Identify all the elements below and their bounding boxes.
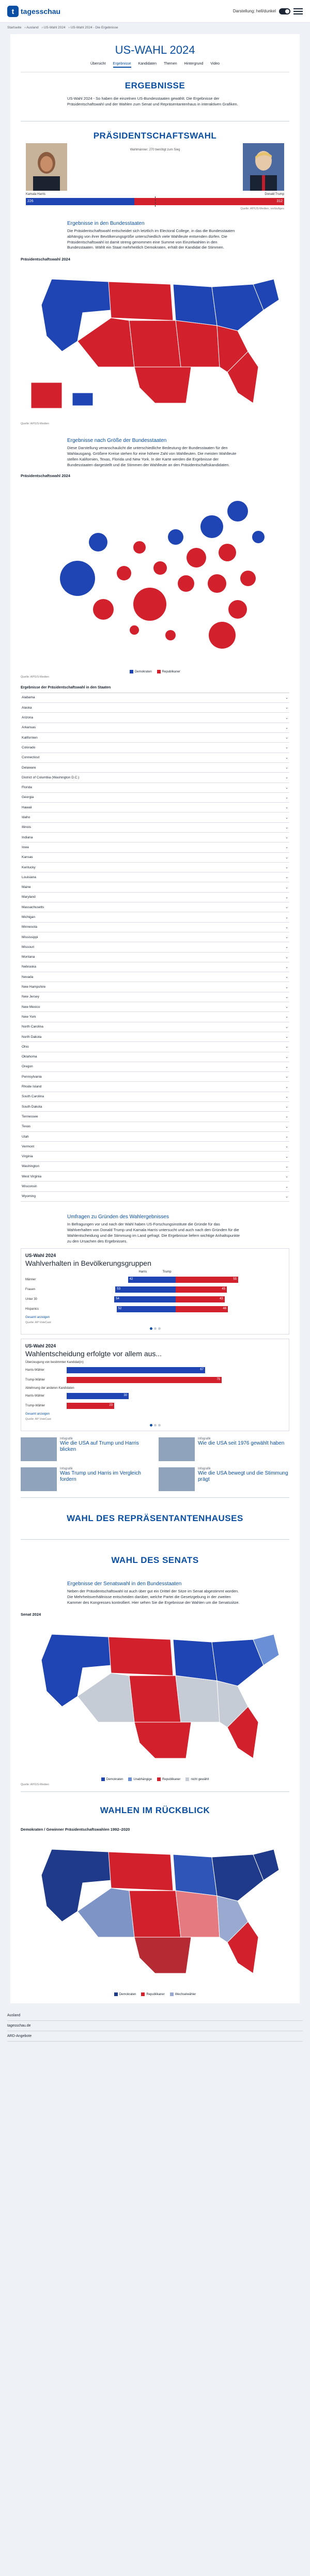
chevron-down-icon: ⌄ (285, 795, 288, 800)
state-row[interactable] (21, 942, 289, 952)
teaser[interactable] (21, 1467, 151, 1491)
chevron-down-icon: ⌄ (285, 1164, 288, 1169)
state-name: Illinois (22, 825, 32, 830)
chevron-down-icon: ⌄ (285, 816, 288, 820)
chevron-down-icon: ⌄ (285, 1105, 288, 1109)
chevron-down-icon: ⌄ (285, 915, 288, 919)
state-row[interactable] (21, 893, 289, 902)
stat-row (25, 1276, 285, 1283)
state-row[interactable] (21, 1132, 289, 1142)
teaser-image (159, 1467, 195, 1491)
legend-item: Republikaner (157, 1777, 180, 1781)
state-name: West Virginia (22, 1174, 42, 1178)
teaser-kicker: Infografik (198, 1437, 211, 1441)
state-row[interactable] (21, 773, 289, 783)
breadcrumb: Startseite › Ausland › US-Wahl 2024 › US-Wahl 2024 - Die Ergebnisse (7, 26, 118, 29)
senate-map[interactable] (21, 1619, 289, 1774)
rueckblick-map-label: Demokraten / Gewinner Präsidentschaftswahlen 1992–2020 (21, 1827, 130, 1832)
state-row[interactable] (21, 833, 289, 842)
state-name: Georgia (22, 795, 34, 800)
trump-bar: 23 (67, 1403, 114, 1409)
chevron-down-icon: ⌄ (285, 716, 288, 720)
teaser-image (159, 1437, 195, 1461)
us-presidential-map[interactable] (21, 264, 289, 419)
state-name: Missouri (22, 945, 35, 949)
state-name: Iowa (22, 845, 29, 849)
state-row[interactable] (21, 1092, 289, 1102)
state-name: Mississippi (22, 935, 38, 939)
logo-text: tagesschau (21, 7, 61, 16)
harris-photo (26, 143, 67, 191)
state-name: South Dakota (22, 1105, 42, 1109)
teaser-kicker: Infografik (60, 1437, 73, 1441)
state-name: Delaware (22, 765, 36, 770)
state-name: Idaho (22, 816, 30, 820)
groesse-text: Diese Darstellung veranschaulicht die unterschiedliche Bedeutung der Bundesstaaten für den Wahlausgang. Größere Kreise stehen für eine höhere Zahl von Wahlleuten. Die meisten Wahlleute stellen Kalifornien, Texas, Florida und New York. In der Karte werden die Ergebnisse der Bundesstaaten dargestellt und die Stimmen der Wahlleute an den Präsidentschaftskandidaten. (67, 446, 237, 467)
bundesstaaten-heading: Ergebnisse in den Bundesstaaten (67, 220, 145, 226)
state-row[interactable] (21, 1042, 289, 1052)
harris-bar: 42 (128, 1277, 176, 1283)
menu-icon[interactable] (293, 8, 303, 14)
praesident-title: PRÄSIDENTSCHAFTSWAHL (93, 130, 217, 141)
chevron-down-icon: ⌄ (285, 1045, 288, 1049)
map1-label: Präsidentschaftswahl 2024 (21, 257, 70, 262)
state-name: Arkansas (22, 726, 36, 730)
chevron-down-icon: ⌄ (285, 1075, 288, 1079)
presidential-result-box (21, 127, 289, 216)
rueckblick-title: WAHLEN IM RÜCKBLICK (100, 1805, 210, 1816)
state-row[interactable] (21, 1122, 289, 1132)
row-label: Männer (25, 1278, 36, 1281)
row-label: Trump-Wähler (25, 1404, 45, 1407)
chevron-down-icon: ⌄ (285, 995, 288, 999)
card1-source: Quelle: AP VoteCast (25, 1321, 51, 1325)
chevron-down-icon: ⌄ (285, 1194, 288, 1199)
state-name: Oklahoma (22, 1055, 37, 1059)
praesident-subtitle: Wahlmänner: 270 benötigt zum Sieg (130, 148, 180, 151)
praesident-source: Quelle: AP/US-Medien, vorläufiges (240, 207, 284, 210)
chevron-down-icon: ⌄ (285, 1145, 288, 1149)
card1-kicker: US-Wahl 2024 (25, 1253, 56, 1259)
chevron-down-icon: ⌄ (285, 1085, 288, 1089)
tab-video[interactable]: Video (210, 62, 220, 66)
carousel-dots[interactable] (25, 1424, 285, 1427)
chevron-down-icon: ⌄ (285, 736, 288, 740)
chevron-down-icon: ⌄ (285, 726, 288, 730)
state-row[interactable] (21, 923, 289, 932)
chevron-down-icon: ⌄ (285, 1115, 288, 1119)
chevron-down-icon: ⌄ (285, 1055, 288, 1059)
trump-photo (243, 143, 284, 191)
row-label: Trump-Wähler (25, 1378, 45, 1382)
state-row[interactable] (21, 1192, 289, 1202)
state-row[interactable] (21, 932, 289, 942)
state-row[interactable] (21, 713, 289, 723)
trump-name: Donald Trump (265, 192, 284, 196)
chevron-down-icon: ⌄ (285, 895, 288, 899)
state-name: Washington (22, 1164, 40, 1169)
chevron-down-icon: ⌄ (285, 906, 288, 910)
state-row[interactable] (21, 1032, 289, 1042)
state-name: Alabama (22, 696, 35, 700)
teaser[interactable] (159, 1437, 289, 1461)
state-name: Massachusetts (22, 905, 44, 909)
state-name: Wyoming (22, 1194, 36, 1199)
row-label: Frauen (25, 1287, 36, 1291)
theme-toggle[interactable] (279, 8, 290, 14)
state-row[interactable] (21, 793, 289, 803)
state-row[interactable] (21, 1062, 289, 1072)
senat-text: Neben der Präsidentschaftswahl ist auch über gut ein Drittel der Sitze im Senat abgestimmt worden. Die Mehrheitsverhältnisse entscheiden darüber, welche Partei die Gesetzgebung in der zweiten Kammer des Kongresses kontrolliert. Hier sehen Sie die Ergebnisse der Wahlen um die Senatssitze. (67, 1589, 240, 1605)
card1-col-left: Harris (138, 1270, 147, 1274)
state-name: Maryland (22, 895, 36, 899)
teaser-headline: Wie die USA seit 1976 gewählt haben (198, 1440, 285, 1447)
state-row[interactable] (21, 812, 289, 822)
chevron-down-icon: ⌄ (285, 1035, 288, 1039)
chevron-down-icon: ⌄ (285, 1155, 288, 1159)
footer-link[interactable]: tagesschau.de (7, 2024, 303, 2031)
card1-title: Wahlverhalten in Bevölkerungsgruppen (25, 1259, 151, 1268)
state-row[interactable] (21, 753, 289, 763)
chevron-down-icon: ⌄ (285, 1095, 288, 1099)
chevron-down-icon: ⌄ (285, 1015, 288, 1019)
carousel-dots[interactable] (25, 1327, 285, 1330)
harris-votes: 226 (26, 198, 134, 205)
chevron-down-icon: ⌄ (285, 746, 288, 750)
state-name: North Carolina (22, 1025, 43, 1029)
stat-row (25, 1376, 285, 1384)
state-row[interactable] (21, 872, 289, 882)
state-name: Montana (22, 955, 35, 959)
state-name: New Mexico (22, 1005, 40, 1009)
state-name: Hawaii (22, 805, 32, 809)
state-row[interactable] (21, 982, 289, 992)
state-row[interactable] (21, 1052, 289, 1062)
card-wahlentscheidung (21, 1339, 289, 1431)
card1-col-right: Trump (162, 1270, 172, 1274)
footer (0, 2003, 310, 2045)
theme-label: Darstellung: hell/dunkel (233, 9, 276, 13)
legend-item: Unabhängige (128, 1777, 152, 1781)
state-name: Indiana (22, 835, 33, 839)
harris-bar: 54 (114, 1296, 176, 1302)
state-row[interactable] (21, 992, 289, 1002)
chevron-down-icon: ⌄ (285, 766, 288, 770)
breadcrumb-item[interactable]: Startseite (7, 26, 22, 29)
card2-source: Quelle: AP VoteCast (25, 1418, 51, 1421)
legend-item: Demokraten (101, 1777, 123, 1781)
senat-title: WAHL DES SENATS (111, 1555, 199, 1566)
breadcrumb-item[interactable]: Ausland (26, 26, 39, 29)
chevron-down-icon: ⌄ (285, 955, 288, 959)
state-name: Utah (22, 1134, 29, 1139)
state-row[interactable] (21, 842, 289, 852)
chevron-down-icon: ⌄ (285, 965, 288, 969)
state-name: Maine (22, 885, 31, 890)
teaser-headline: Was Trump und Harris im Vergleich fordern (60, 1470, 141, 1483)
stat-row (25, 1285, 285, 1293)
state-row[interactable] (21, 703, 289, 713)
state-name: Wisconsin (22, 1185, 37, 1189)
state-name: Vermont (22, 1144, 35, 1148)
page-title: US-WAHL 2024 (115, 43, 195, 56)
state-name: Kalifornien (22, 735, 38, 740)
ergebnisse-title: ERGEBNISSE (125, 81, 185, 90)
card-wahlverhalten (21, 1248, 289, 1335)
trump-bar: 43 (176, 1296, 225, 1302)
chevron-down-icon: ⌄ (285, 836, 288, 840)
main-content (10, 34, 300, 2003)
chevron-down-icon: ⌄ (285, 786, 288, 790)
state-name: New York (22, 1015, 36, 1019)
state-list-title: Ergebnisse der Präsidentschaftswahl in den Staaten (21, 683, 289, 693)
state-row[interactable] (21, 853, 289, 863)
state-name: Michigan (22, 915, 36, 919)
stat-row (25, 1305, 285, 1313)
umfragen-heading: Umfragen zu Gründen des Wahlergebnisses (67, 1214, 169, 1220)
footer-link[interactable]: Ausland (7, 2014, 303, 2021)
state-row[interactable] (21, 1112, 289, 1122)
state-name: New Jersey (22, 995, 39, 999)
state-name: Texas (22, 1125, 30, 1129)
tab-uebersicht[interactable]: Übersicht (90, 62, 106, 66)
senat-heading: Ergebnisse der Senatswahl in den Bundesstaaten (67, 1581, 182, 1587)
legend-item: Republikaner (141, 1992, 164, 1996)
row-label: Unter 30 (25, 1297, 38, 1301)
state-row[interactable] (21, 743, 289, 753)
state-name: Oregon (22, 1065, 33, 1069)
state-row[interactable] (21, 902, 289, 912)
teaser-headline: Wie die USA auf Trump und Harris blicken (60, 1440, 139, 1453)
card2-kicker: US-Wahl 2024 (25, 1343, 56, 1349)
stat-row (25, 1366, 285, 1374)
state-row[interactable] (21, 783, 289, 793)
umfragen-text: In Befragungen vor und nach der Wahl haben US-Forschungsinstitute die Gründe für das Wahlverhalten von Donald Trump und Kamala Harris untersucht und auch nach den Gründen für die Wahlentscheidung und die Stimmung im Land gefragt. Die Ergebnisse liefern wichtige Anhaltspunkte zu den Ursachen des Ergebnisses. (67, 1221, 240, 1244)
card2-footer[interactable]: Gesamt anzeigen (25, 1413, 50, 1416)
state-name: Louisiana (22, 875, 36, 879)
state-row[interactable] (21, 1182, 289, 1191)
breadcrumb-item[interactable]: US-Wahl 2024 (43, 26, 66, 29)
chevron-down-icon: ⌄ (285, 1185, 288, 1189)
state-row[interactable] (21, 1002, 289, 1012)
trump-bar: 45 (176, 1286, 227, 1293)
state-name: Virginia (22, 1155, 33, 1159)
state-row[interactable] (21, 693, 289, 703)
legend-dem: Demokraten (130, 670, 152, 673)
state-name: Tennessee (22, 1114, 38, 1118)
state-row[interactable] (21, 1142, 289, 1152)
senat-source: Quelle: AP/US-Medien (21, 1783, 50, 1787)
chevron-down-icon: ⌄ (285, 1125, 288, 1129)
teaser-kicker: Infografik (60, 1467, 73, 1471)
state-row[interactable] (21, 1012, 289, 1022)
harris-bar: 52 (117, 1306, 176, 1312)
map2-label: Präsidentschaftswahl 2024 (21, 473, 70, 478)
chevron-down-icon: ⌄ (285, 885, 288, 890)
state-name: Nebraska (22, 965, 36, 969)
state-row[interactable] (21, 723, 289, 733)
chevron-down-icon: ⌄ (285, 985, 288, 989)
chevron-down-icon: ⌄ (285, 756, 288, 760)
history-map[interactable] (21, 1834, 289, 1989)
state-name: Colorado (22, 745, 36, 749)
stat-row (25, 1295, 285, 1303)
teaser-headline: Wie die USA bewegt und die Stimmung prägt (198, 1470, 288, 1483)
repraesentanten-title: WAHL DES REPRÄSENTANTENHAUSES (67, 1513, 243, 1524)
chevron-down-icon: ⌄ (285, 825, 288, 830)
state-name: South Carolina (22, 1095, 44, 1099)
state-name: Nevada (22, 975, 34, 979)
chevron-down-icon: ⌄ (285, 1175, 288, 1179)
state-name: New Hampshire (22, 985, 46, 989)
state-row[interactable] (21, 1022, 289, 1032)
legend-rep: Republikaner (157, 670, 180, 673)
trump-bar: 46 (176, 1306, 228, 1312)
tab-bar (21, 62, 289, 72)
chevron-down-icon: ⌄ (285, 846, 288, 850)
stat-row (25, 1392, 285, 1400)
tab-kandidaten[interactable]: Kandidaten (138, 62, 157, 66)
teaser-image (21, 1467, 57, 1491)
tab-themen[interactable]: Themen (163, 62, 177, 66)
state-name: Florida (22, 786, 32, 790)
state-name: Arizona (22, 716, 34, 720)
state-name: Ohio (22, 1045, 29, 1049)
chevron-down-icon: ⌄ (285, 975, 288, 979)
top-navigation-bar (0, 0, 310, 23)
teaser-kicker: Infografik (198, 1467, 211, 1471)
state-name: North Dakota (22, 1035, 42, 1039)
card1-footer[interactable]: Gesamt anzeigen (25, 1316, 50, 1320)
chevron-down-icon: ⌄ (285, 876, 288, 880)
chevron-down-icon: ⌄ (285, 855, 288, 860)
trump-votes: 312 (134, 198, 284, 205)
teaser[interactable] (21, 1437, 151, 1461)
state-row[interactable] (21, 972, 289, 982)
row-label: Harris-Wähler (25, 1394, 45, 1398)
senate-legend (21, 1777, 289, 1781)
legend-item: nicht gewählt (185, 1777, 209, 1781)
stat-row (25, 1402, 285, 1409)
ergebnisse-section (21, 72, 289, 116)
footer-link[interactable]: ARD-Angebote (7, 2034, 303, 2042)
breadcrumb-item: US-Wahl 2024 - Die Ergebnisse (70, 26, 118, 29)
electoral-vote-bar (26, 198, 284, 205)
trump-bar: 55 (176, 1277, 238, 1283)
logo-mark: t (7, 6, 19, 17)
state-row[interactable] (21, 1082, 289, 1092)
row-label: Harris-Wähler (25, 1368, 45, 1372)
chevron-down-icon: ⌄ (285, 776, 288, 780)
state-name: District of Columbia (Washington D.C.) (22, 775, 80, 779)
tab-hintergrund[interactable]: Hintergrund (184, 62, 204, 66)
state-name: Minnesota (22, 925, 37, 929)
state-row[interactable] (21, 1172, 289, 1182)
state-row[interactable] (21, 823, 289, 833)
state-row[interactable] (21, 1162, 289, 1172)
chevron-down-icon: ⌄ (285, 706, 288, 710)
teaser-image (21, 1437, 57, 1461)
row-label: Hispanics (25, 1307, 39, 1311)
map2-source: Quelle: AP/US-Medien (21, 675, 50, 679)
chevron-down-icon: ⌄ (285, 1025, 288, 1029)
groesse-heading: Ergebnisse nach Größe der Bundesstaaten (67, 438, 167, 444)
teaser[interactable] (159, 1467, 289, 1491)
chevron-down-icon: ⌄ (285, 806, 288, 810)
harris-bar: 30 (67, 1393, 129, 1399)
bundesstaaten-text: Die Präsidentschaftswahl entscheidet sich letztlich im Electoral College, in das die Bundesstaaten abhängig von ihrer Bevölkerungsgröße unterschiedlich viele Wahlleute entsenden dürfen. Die Präsidentschaftswahl ist damit streng genommen eine Summe von Einzelwahlen in den Bundesstaaten. Wählt ein Staat mehrheitlich Demokraten, erhält der Kandidat die Stimmen. (67, 228, 235, 250)
state-row[interactable] (21, 763, 289, 773)
state-name: Connecticut (22, 756, 40, 760)
chevron-down-icon: ⌄ (285, 1005, 288, 1009)
legend-item: Demokraten (114, 1992, 136, 1996)
state-row[interactable] (21, 863, 289, 872)
tagesschau-logo[interactable] (7, 6, 60, 17)
map1-source: Quelle: AP/US-Medien (21, 422, 50, 426)
card2-group1: Überzeugung von bestimmter Kandidat(in) (25, 1361, 84, 1364)
state-row[interactable] (21, 1102, 289, 1112)
chevron-down-icon: ⌄ (285, 696, 288, 700)
chevron-down-icon: ⌄ (285, 925, 288, 929)
harris-bar: 53 (115, 1286, 176, 1293)
state-name: Alaska (22, 706, 32, 710)
chevron-down-icon: ⌄ (285, 1135, 288, 1139)
harris-name: Kamala Harris (26, 192, 46, 196)
trump-bar: 75 (67, 1377, 222, 1383)
state-row[interactable] (21, 803, 289, 812)
card2-group2: Ablehnung der anderen Kandidaten (25, 1387, 74, 1390)
chevron-down-icon: ⌄ (285, 866, 288, 870)
state-row[interactable] (21, 733, 289, 743)
card2-title: Wahlentscheidung erfolgte vor allem aus... (25, 1350, 162, 1358)
chevron-down-icon: ⌄ (285, 945, 288, 949)
cartogram[interactable] (21, 480, 289, 666)
state-row[interactable] (21, 1152, 289, 1161)
legend-item: Wechselwähler (170, 1992, 196, 1996)
majority-marker (155, 196, 156, 207)
state-name: Pennsylvania (22, 1075, 42, 1079)
state-list (21, 683, 289, 1202)
state-row[interactable] (21, 912, 289, 922)
state-row[interactable] (21, 882, 289, 892)
senat-map-label: Senat 2024 (21, 1612, 41, 1617)
state-row[interactable] (21, 1072, 289, 1082)
ergebnisse-text: US-Wahl 2024 - So haben die einzelnen US-Bundesstaaten gewählt. Die Ergebnisse der Präsidentschaftswahl und der Wahlen zum Senat und Repräsentantenhaus in interaktiven Grafiken. (67, 96, 238, 106)
chevron-down-icon: ⌄ (285, 1065, 288, 1069)
state-row[interactable] (21, 962, 289, 972)
harris-bar: 67 (67, 1367, 205, 1373)
state-name: Kentucky (22, 865, 36, 869)
state-name: Kansas (22, 855, 33, 860)
chevron-down-icon: ⌄ (285, 936, 288, 940)
history-legend (21, 1992, 289, 1996)
map2-legend (21, 670, 289, 673)
state-name: Rhode Island (22, 1085, 42, 1089)
state-row[interactable] (21, 953, 289, 962)
tab-ergebnisse[interactable]: Ergebnisse (113, 62, 131, 68)
